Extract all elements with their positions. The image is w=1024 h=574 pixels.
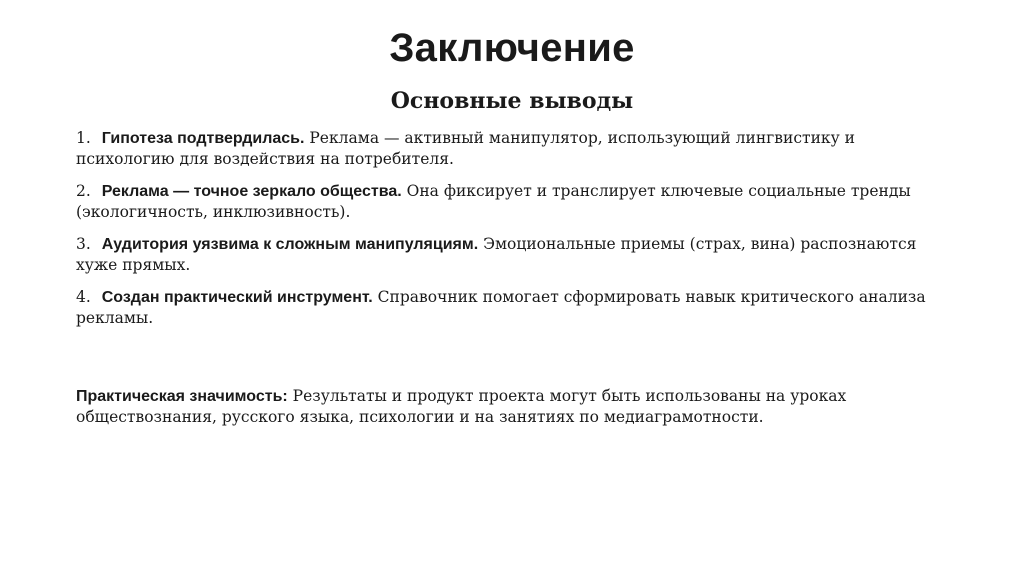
finding-item — [76, 287, 946, 328]
practical-significance — [76, 386, 946, 427]
finding-number: 4. — [76, 288, 91, 306]
finding-number: 3. — [76, 235, 91, 253]
finding-lead: Реклама — точное зеркало общества. — [101, 183, 402, 200]
finding-item — [76, 234, 946, 275]
finding-lead: Создан практический инструмент. — [101, 289, 373, 306]
finding-text: Эмоциональные приемы (страх, вина) распознаются хуже прямых. — [76, 235, 917, 274]
finding-text: Реклама — активный манипулятор, использующий лингвистику и психологию для воздействия на потребителя. — [76, 129, 855, 168]
findings-list — [76, 128, 946, 340]
finding-lead: Гипотеза подтвердилась. — [101, 130, 305, 147]
slide-subtitle: Основные выводы — [390, 88, 634, 114]
finding-item — [76, 128, 946, 169]
significance-lead: Практическая значимость: — [76, 387, 288, 405]
slide-title: Заключение — [389, 26, 635, 70]
finding-item — [76, 181, 946, 222]
finding-text: Справочник помогает сформировать навык критического анализа рекламы. — [76, 288, 926, 327]
finding-number: 2. — [76, 182, 91, 200]
finding-text: Она фиксирует и транслирует ключевые социальные тренды (экологичность, инклюзивность). — [76, 182, 911, 221]
significance-text: Результаты и продукт проекта могут быть использованы на уроках обществознания, русского языка, психологии и на занятиях по медиаграмотности. — [76, 386, 847, 426]
finding-number: 1. — [76, 129, 91, 147]
finding-lead: Аудитория уязвима к сложным манипуляциям. — [101, 236, 479, 253]
